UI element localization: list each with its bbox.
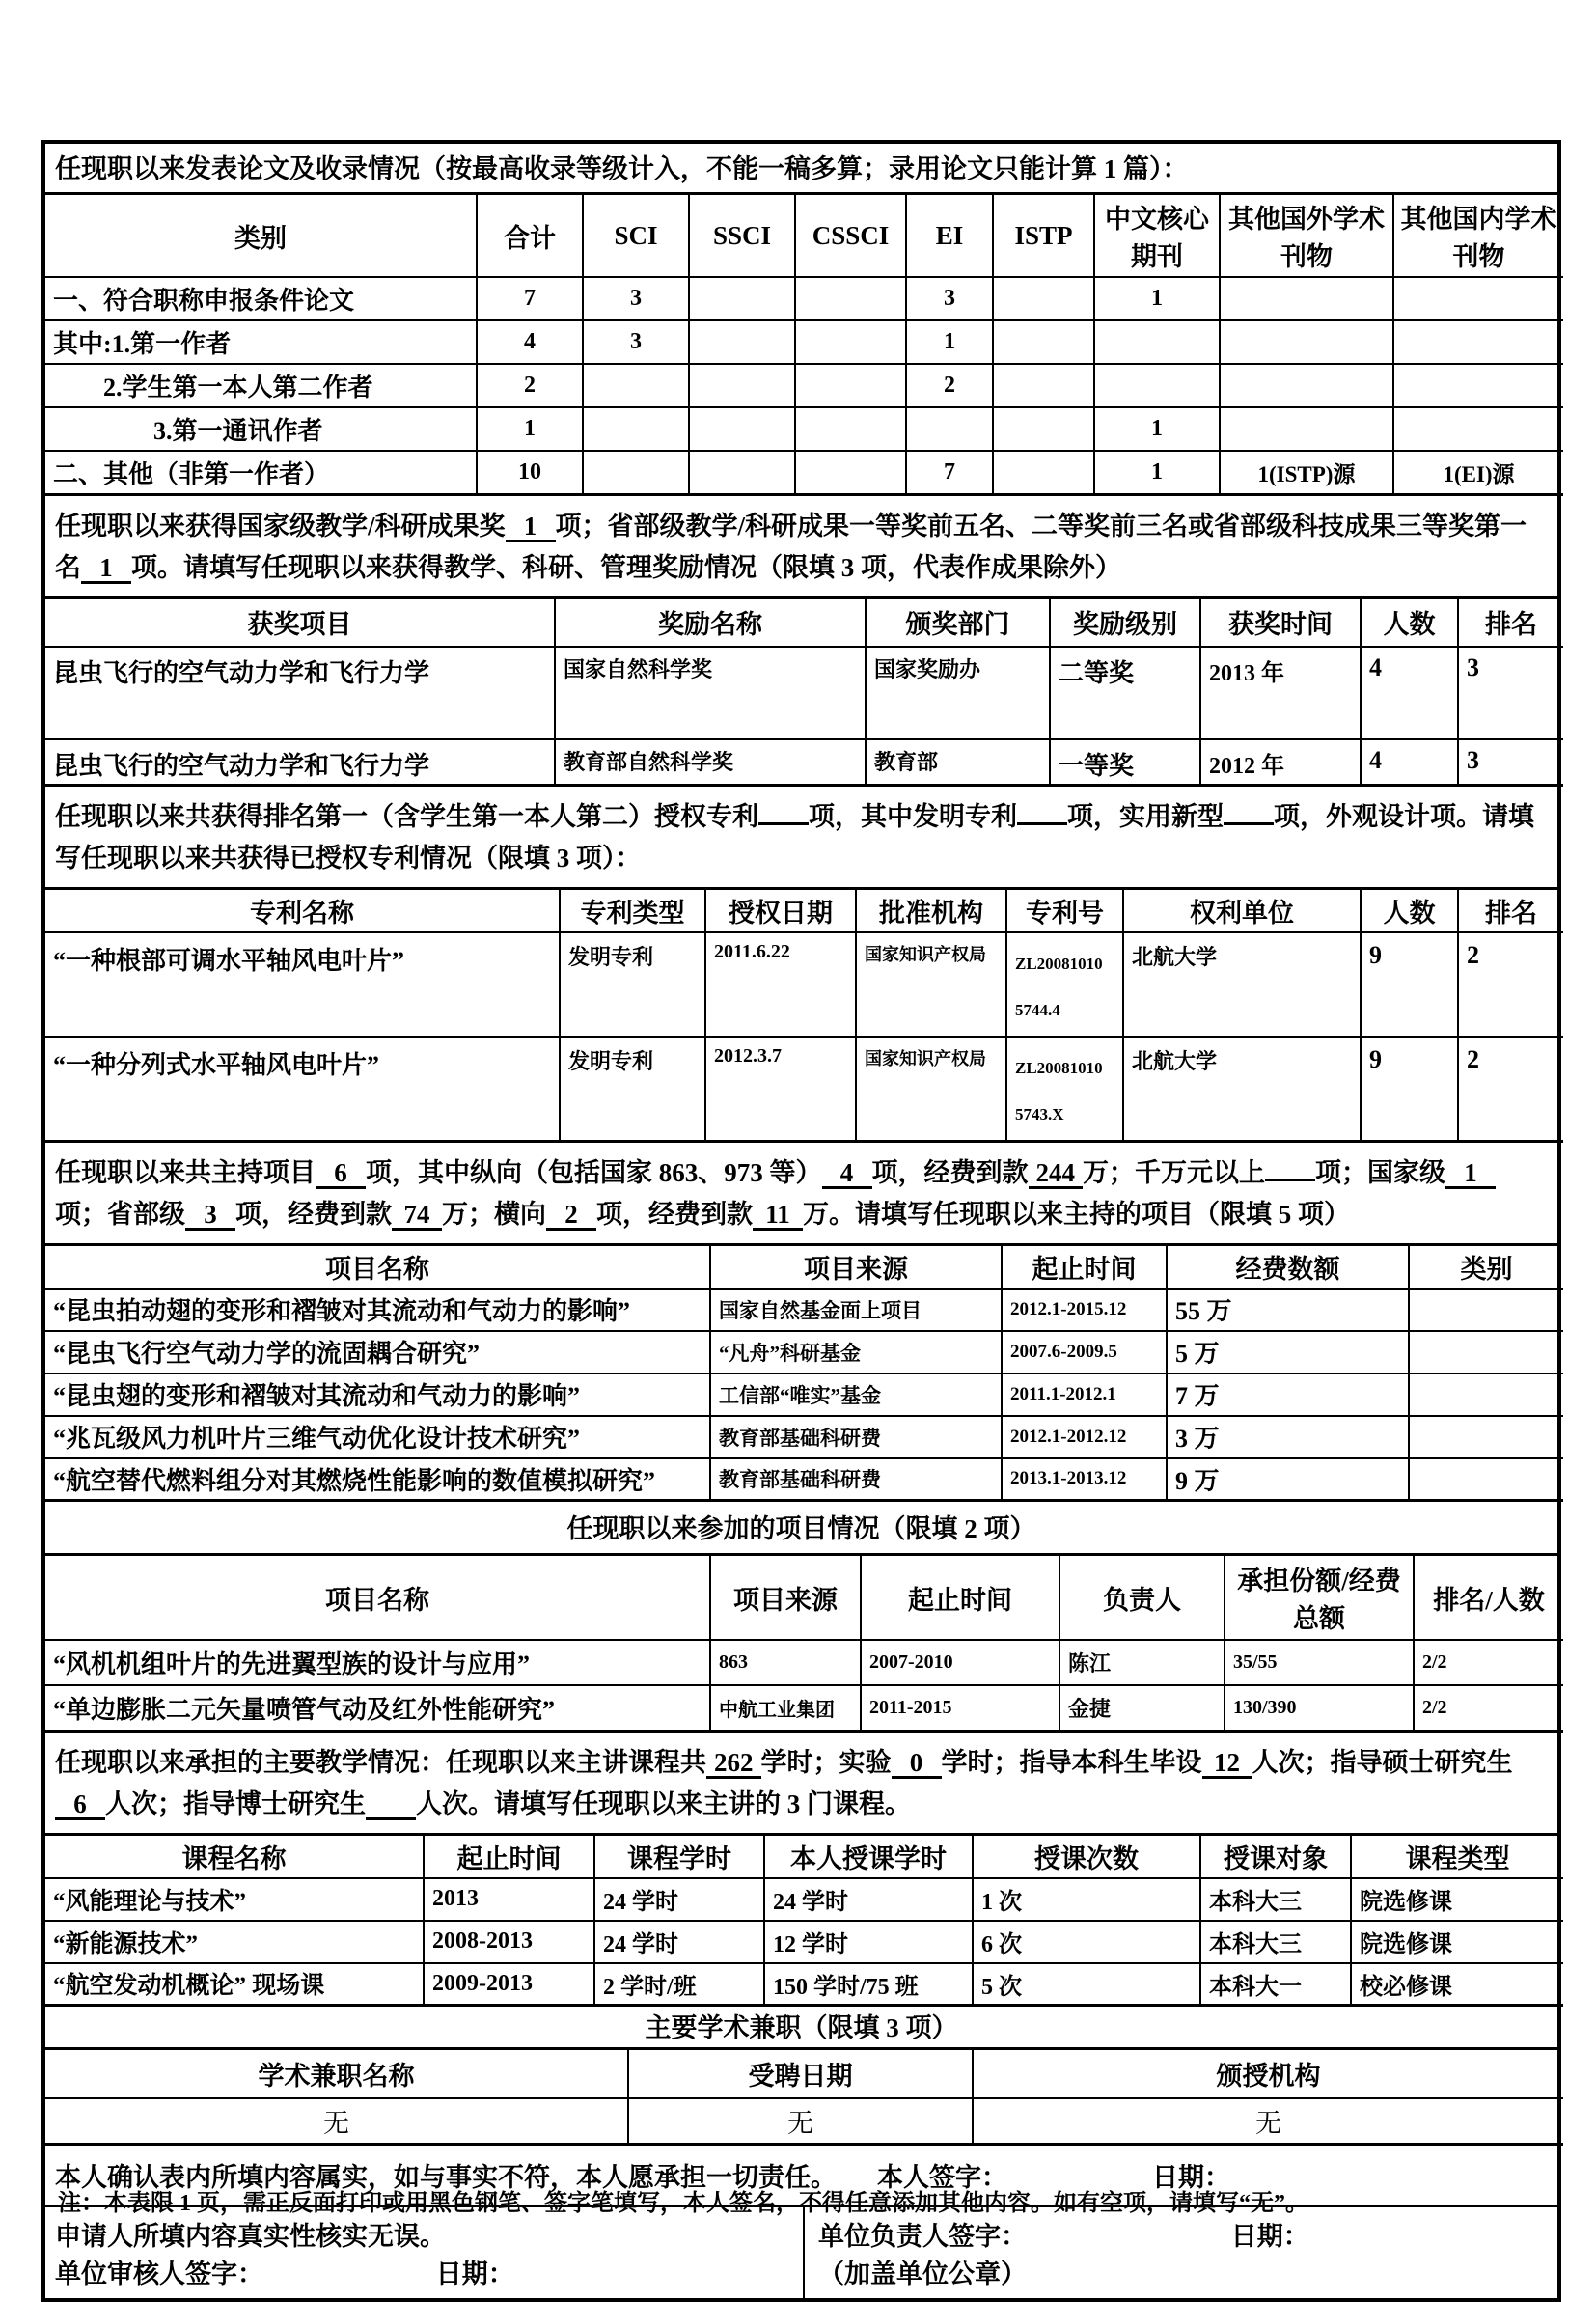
applicant-verified-statement: 申请人所填内容真实性核实无误。 bbox=[55, 2221, 446, 2251]
table-row bbox=[45, 647, 1563, 739]
table-cell: 2 学时/班 bbox=[594, 1963, 764, 2006]
column-header: 类别 bbox=[45, 195, 477, 277]
blank-field bbox=[1265, 1179, 1315, 1181]
column-header: 颁授机构 bbox=[973, 2050, 1563, 2098]
column-header: 批准机构 bbox=[856, 890, 1006, 932]
column-header: 起止时间 bbox=[424, 1836, 594, 1878]
text-segment: 项，实用新型 bbox=[1067, 801, 1224, 831]
blank-field: 4 bbox=[822, 1159, 872, 1189]
publications-section-title: 任现职以来发表论文及收录情况（按最高收录等级计入，不能一稿多算；录用论文只能计算 1 篇）： bbox=[45, 144, 1557, 195]
table-cell: 金捷 bbox=[1059, 1685, 1225, 1731]
table-row bbox=[45, 1963, 1563, 2006]
table-cell: 6 次 bbox=[973, 1921, 1200, 1963]
header-row bbox=[45, 890, 1563, 932]
text-segment: 项。请填写任现职以来获得教学、科研、管理奖励情况（限填 3 项，代表作成果除外） bbox=[131, 552, 1121, 582]
blank-field: 6 bbox=[316, 1159, 366, 1189]
table-cell: 二等奖 bbox=[1050, 647, 1200, 739]
table-cell bbox=[906, 407, 993, 451]
table-row bbox=[45, 1685, 1563, 1731]
table-cell: 9 万 bbox=[1167, 1458, 1409, 1501]
table-cell: “风能理论与技术” bbox=[45, 1878, 424, 1921]
text-segment: 任现职以来承担的主要教学情况：任现职以来主讲课程共 bbox=[55, 1747, 706, 1777]
table-cell: 教育部 bbox=[866, 739, 1050, 786]
table-cell: 1 次 bbox=[973, 1878, 1200, 1921]
table-cell: 北航大学 bbox=[1123, 932, 1361, 1037]
column-header: 排名 bbox=[1458, 599, 1563, 647]
table-cell: 教育部基础科研费 bbox=[710, 1416, 1002, 1458]
academic-posts-table bbox=[45, 2050, 1563, 2146]
blank-field bbox=[366, 1790, 416, 1820]
unit-head-signature-label: 单位负责人签字： bbox=[818, 2221, 1027, 2251]
table-row bbox=[45, 1373, 1563, 1416]
table-cell bbox=[993, 364, 1094, 407]
table-cell: 发明专利 bbox=[560, 1037, 705, 1142]
blank-field: 262 bbox=[706, 1749, 761, 1779]
teaching-stats-paragraph bbox=[45, 1733, 1557, 1836]
publications-table bbox=[45, 195, 1563, 496]
column-header: 项目名称 bbox=[45, 1246, 710, 1289]
table-row bbox=[45, 2098, 1563, 2144]
table-cell bbox=[689, 277, 795, 320]
awards-table bbox=[45, 599, 1563, 787]
table-cell: 2011.6.22 bbox=[705, 932, 856, 1037]
title-application-form bbox=[41, 140, 1561, 2302]
column-header: 其他国内学术刊物 bbox=[1393, 195, 1563, 277]
text-segment: 项，经费到款 bbox=[871, 1157, 1029, 1187]
table-cell: 2009-2013 bbox=[424, 1963, 594, 2006]
text-segment: 万；千万元以上 bbox=[1083, 1157, 1265, 1187]
column-header: 起止时间 bbox=[1002, 1246, 1167, 1289]
blank-field: 12 bbox=[1202, 1749, 1252, 1779]
table-cell: 国家自然基金面上项目 bbox=[710, 1289, 1002, 1331]
text-segment: 项，其中发明专利 bbox=[809, 801, 1017, 831]
table-cell bbox=[795, 407, 906, 451]
table-cell: 3.第一通讯作者 bbox=[45, 407, 477, 451]
column-header: 排名 bbox=[1458, 890, 1563, 932]
form-footnote: 注：本表限 1 页，需正反面打印或用黑色钢笔、签字笔填写，本人签名，不得任意添加其他内容。如有空项，请填写“无”。 bbox=[58, 2191, 1308, 2216]
table-cell: 陈江 bbox=[1059, 1640, 1225, 1685]
column-header: SSCI bbox=[689, 195, 795, 277]
table-cell: “新能源技术” bbox=[45, 1921, 424, 1963]
column-header: 专利号 bbox=[1006, 890, 1123, 932]
unit-reviewer-line bbox=[55, 2253, 803, 2290]
table-cell: 55 万 bbox=[1167, 1289, 1409, 1331]
table-cell: 一、符合职称申报条件论文 bbox=[45, 277, 477, 320]
table-cell: 863 bbox=[710, 1640, 861, 1685]
blank-field: 1 bbox=[506, 513, 556, 542]
table-cell bbox=[1220, 277, 1393, 320]
table-cell: 工信部“唯实”基金 bbox=[710, 1373, 1002, 1416]
table-cell bbox=[993, 407, 1094, 451]
table-row bbox=[45, 320, 1563, 364]
table-cell: “昆虫飞行空气动力学的流固耦合研究” bbox=[45, 1331, 710, 1373]
table-cell: 2012 年 bbox=[1200, 739, 1361, 786]
awards-stats-paragraph bbox=[45, 496, 1557, 599]
table-cell: 昆虫飞行的空气动力学和飞行力学 bbox=[45, 647, 555, 739]
table-cell bbox=[1409, 1458, 1563, 1501]
table-cell bbox=[583, 451, 689, 494]
text-segment: 项；省部级 bbox=[55, 1199, 185, 1229]
courses-table bbox=[45, 1836, 1563, 2008]
table-cell bbox=[1409, 1331, 1563, 1373]
column-header: 起止时间 bbox=[861, 1556, 1059, 1640]
blank-field: 74 bbox=[392, 1201, 442, 1231]
table-cell: 4 bbox=[1361, 647, 1458, 739]
text-segment: 万；横向 bbox=[442, 1199, 546, 1229]
unit-reviewer-signature-label: 单位审核人签字： bbox=[55, 2259, 263, 2288]
column-header: 人数 bbox=[1361, 890, 1458, 932]
header-row bbox=[45, 599, 1563, 647]
table-cell: 2 bbox=[1458, 932, 1563, 1037]
unit-head-date-label: 日期： bbox=[1230, 2221, 1309, 2251]
text-segment: 任现职以来共主持项目 bbox=[55, 1157, 316, 1187]
table-cell bbox=[1393, 277, 1563, 320]
table-cell bbox=[1094, 320, 1220, 364]
table-cell: 发明专利 bbox=[560, 932, 705, 1037]
table-cell: 2013 bbox=[424, 1878, 594, 1921]
table-cell: 校必修课 bbox=[1351, 1963, 1563, 2006]
column-header: 项目来源 bbox=[710, 1556, 861, 1640]
table-cell bbox=[795, 320, 906, 364]
table-cell bbox=[1393, 320, 1563, 364]
table-cell bbox=[993, 277, 1094, 320]
column-header: 课程学时 bbox=[594, 1836, 764, 1878]
column-header: SCI bbox=[583, 195, 689, 277]
confirmation-statement: 本人确认表内所填内容属实，如与事实不符，本人愿承担一切责任。 bbox=[55, 2162, 837, 2192]
table-cell bbox=[1409, 1373, 1563, 1416]
table-row bbox=[45, 1331, 1563, 1373]
unit-seal-note: （加盖单位公章） bbox=[818, 2259, 1027, 2288]
text-segment: 人次；指导博士研究生 bbox=[105, 1789, 366, 1818]
table-cell: “凡舟”科研基金 bbox=[710, 1331, 1002, 1373]
column-header: 获奖项目 bbox=[45, 599, 555, 647]
table-cell bbox=[1220, 320, 1393, 364]
table-cell: 10 bbox=[477, 451, 583, 494]
table-cell: 北航大学 bbox=[1123, 1037, 1361, 1142]
academic-posts-section-title: 主要学术兼职（限填 3 项） bbox=[45, 2007, 1557, 2050]
table-cell: 2013 年 bbox=[1200, 647, 1361, 739]
text-segment: 项；省部级教学/科研成果一等奖前五名、二等奖前三名或省部级科技成果三等奖第一名 bbox=[55, 511, 1527, 582]
column-header: 排名/人数 bbox=[1414, 1556, 1563, 1640]
table-cell: 中航工业集团 bbox=[710, 1685, 861, 1731]
table-cell: 2007-2010 bbox=[861, 1640, 1059, 1685]
table-cell: 3 bbox=[583, 277, 689, 320]
table-cell: 2012.3.7 bbox=[705, 1037, 856, 1142]
table-cell bbox=[1220, 364, 1393, 407]
table-cell: 3 bbox=[1458, 739, 1563, 786]
table-cell: 4 bbox=[477, 320, 583, 364]
table-cell: 2 bbox=[477, 364, 583, 407]
table-row bbox=[45, 1878, 1563, 1921]
text-segment: 任现职以来共获得排名第一（含学生第一本人第二）授权专利 bbox=[55, 801, 758, 831]
patents-stats-paragraph bbox=[45, 787, 1557, 890]
table-row bbox=[45, 1921, 1563, 1963]
table-cell: 150 学时/75 班 bbox=[764, 1963, 973, 2006]
table-cell: 二、其他（非第一作者） bbox=[45, 451, 477, 494]
participated-projects-table bbox=[45, 1556, 1563, 1733]
text-segment: 项，经费到款 bbox=[235, 1199, 392, 1229]
table-cell bbox=[1409, 1289, 1563, 1331]
table-cell: 7 bbox=[477, 277, 583, 320]
table-cell bbox=[993, 320, 1094, 364]
patents-table bbox=[45, 890, 1563, 1143]
column-header: 权利单位 bbox=[1123, 890, 1361, 932]
table-cell bbox=[689, 451, 795, 494]
table-cell: 24 学时 bbox=[594, 1921, 764, 1963]
table-cell: “一种根部可调水平轴风电叶片” bbox=[45, 932, 560, 1037]
blank-field: 2 bbox=[546, 1201, 596, 1231]
text-segment: 项，其中纵向（包括国家 863、973 等） bbox=[366, 1157, 822, 1187]
hosted-projects-table bbox=[45, 1246, 1563, 1503]
table-cell: “单边膨胀二元矢量喷管气动及红外性能研究” bbox=[45, 1685, 710, 1731]
table-row bbox=[45, 277, 1563, 320]
header-row bbox=[45, 1556, 1563, 1640]
blank-field: 244 bbox=[1029, 1159, 1084, 1189]
table-row bbox=[45, 1037, 1563, 1142]
table-cell: 院选修课 bbox=[1351, 1878, 1563, 1921]
table-cell: 无 bbox=[973, 2098, 1563, 2144]
table-cell bbox=[689, 320, 795, 364]
blank-field: 1 bbox=[1445, 1159, 1496, 1189]
column-header: CSSCI bbox=[795, 195, 906, 277]
table-row bbox=[45, 407, 1563, 451]
text-segment: 项，外观设计项。请填写任现职以来共获得已授权专利情况（限填 3 项）： bbox=[55, 801, 1534, 873]
blank-field bbox=[1224, 822, 1274, 825]
text-segment: 任现职以来获得国家级教学/科研成果奖 bbox=[55, 511, 506, 541]
table-cell: 24 学时 bbox=[764, 1878, 973, 1921]
text-segment: 学时；实验 bbox=[760, 1747, 892, 1777]
table-cell: 教育部基础科研费 bbox=[710, 1458, 1002, 1501]
text-segment: 学时；指导本科生毕设 bbox=[941, 1747, 1202, 1777]
column-header: 课程名称 bbox=[45, 1836, 424, 1878]
table-cell: “风机机组叶片的先进翼型族的设计与应用” bbox=[45, 1640, 710, 1685]
blank-field bbox=[1017, 822, 1067, 825]
table-cell: 9 bbox=[1361, 932, 1458, 1037]
table-cell: 1 bbox=[906, 320, 993, 364]
table-row bbox=[45, 1458, 1563, 1501]
header-row bbox=[45, 195, 1563, 277]
self-date-label: 日期： bbox=[1152, 2162, 1230, 2192]
table-cell: ZL20081010 5743.X bbox=[1006, 1037, 1123, 1142]
table-cell: 3 bbox=[583, 320, 689, 364]
table-cell: 1(EI)源 bbox=[1393, 451, 1563, 494]
text-segment: 万。请填写任现职以来主持的项目（限填 5 项） bbox=[803, 1199, 1350, 1229]
blank-field: 11 bbox=[753, 1201, 803, 1231]
table-cell: 2.学生第一本人第二作者 bbox=[45, 364, 477, 407]
table-cell: 无 bbox=[45, 2098, 628, 2144]
column-header: 专利名称 bbox=[45, 890, 560, 932]
column-header: 承担份额/经费总额 bbox=[1225, 1556, 1414, 1640]
column-header: 颁奖部门 bbox=[866, 599, 1050, 647]
table-cell: 9 bbox=[1361, 1037, 1458, 1142]
self-signature-label: 本人签字： bbox=[877, 2162, 1007, 2192]
table-cell: 2/2 bbox=[1414, 1685, 1563, 1731]
table-cell: 7 万 bbox=[1167, 1373, 1409, 1416]
table-cell: 1 bbox=[1094, 407, 1220, 451]
verification-right-cell bbox=[805, 2207, 1557, 2298]
verification-left-cell bbox=[45, 2207, 805, 2298]
column-header: 负责人 bbox=[1059, 1556, 1225, 1640]
table-cell: 2013.1-2013.12 bbox=[1002, 1458, 1167, 1501]
table-cell: 本科大一 bbox=[1200, 1963, 1351, 2006]
column-header: 授课次数 bbox=[973, 1836, 1200, 1878]
table-cell: 2/2 bbox=[1414, 1640, 1563, 1685]
table-cell: 1(ISTP)源 bbox=[1220, 451, 1393, 494]
table-row bbox=[45, 1289, 1563, 1331]
table-cell bbox=[1393, 407, 1563, 451]
table-cell: 1 bbox=[1094, 277, 1220, 320]
table-cell: “航空替代燃料组分对其燃烧性能影响的数值模拟研究” bbox=[45, 1458, 710, 1501]
table-cell: 2007.6-2009.5 bbox=[1002, 1331, 1167, 1373]
table-cell: 1 bbox=[1094, 451, 1220, 494]
column-header: 奖励级别 bbox=[1050, 599, 1200, 647]
column-header: 受聘日期 bbox=[628, 2050, 973, 2098]
table-cell: 国家知识产权局 bbox=[856, 932, 1006, 1037]
column-header: 授课对象 bbox=[1200, 1836, 1351, 1878]
table-cell: 一等奖 bbox=[1050, 739, 1200, 786]
blank-field: 1 bbox=[81, 554, 131, 584]
column-header: 中文核心期刊 bbox=[1094, 195, 1220, 277]
table-cell: 7 bbox=[906, 451, 993, 494]
table-cell: “昆虫翅的变形和褶皱对其流动和气动力的影响” bbox=[45, 1373, 710, 1416]
column-header: 人数 bbox=[1361, 599, 1458, 647]
text-segment: 项，经费到款 bbox=[596, 1199, 753, 1229]
text-segment: 人次；指导硕士研究生 bbox=[1252, 1747, 1513, 1777]
column-header: 学术兼职名称 bbox=[45, 2050, 628, 2098]
table-cell: 2 bbox=[1458, 1037, 1563, 1142]
table-cell: 2011.1-2012.1 bbox=[1002, 1373, 1167, 1416]
table-cell: 其中:1.第一作者 bbox=[45, 320, 477, 364]
table-cell: 2012.1-2012.12 bbox=[1002, 1416, 1167, 1458]
table-cell: 国家奖励办 bbox=[866, 647, 1050, 739]
column-header: 经费数额 bbox=[1167, 1246, 1409, 1289]
blank-field: 6 bbox=[55, 1790, 105, 1820]
table-cell: 教育部自然科学奖 bbox=[555, 739, 866, 786]
table-cell: “兆瓦级风力机叶片三维气动优化设计技术研究” bbox=[45, 1416, 710, 1458]
table-cell: 12 学时 bbox=[764, 1921, 973, 1963]
column-header: 类别 bbox=[1409, 1246, 1563, 1289]
table-cell bbox=[1220, 407, 1393, 451]
table-cell: “航空发动机概论” 现场课 bbox=[45, 1963, 424, 2006]
blank-field: 3 bbox=[185, 1201, 235, 1231]
table-cell: 本科大三 bbox=[1200, 1878, 1351, 1921]
unit-reviewer-date-label: 日期： bbox=[435, 2259, 514, 2288]
table-cell bbox=[689, 364, 795, 407]
header-row bbox=[45, 1246, 1563, 1289]
column-header: 获奖时间 bbox=[1200, 599, 1361, 647]
table-cell: 无 bbox=[628, 2098, 973, 2144]
table-cell: 院选修课 bbox=[1351, 1921, 1563, 1963]
table-cell bbox=[795, 451, 906, 494]
table-cell bbox=[1409, 1416, 1563, 1458]
table-cell: 24 学时 bbox=[594, 1878, 764, 1921]
table-cell: 3 bbox=[906, 277, 993, 320]
table-cell: 本科大三 bbox=[1200, 1921, 1351, 1963]
table-cell: 2011-2015 bbox=[861, 1685, 1059, 1731]
text-segment: 人次。请填写任现职以来主讲的 3 门课程。 bbox=[416, 1789, 911, 1818]
table-cell: 2 bbox=[906, 364, 993, 407]
unit-head-line bbox=[818, 2215, 1557, 2253]
table-cell bbox=[583, 364, 689, 407]
table-cell: 2008-2013 bbox=[424, 1921, 594, 1963]
table-cell: 3 万 bbox=[1167, 1416, 1409, 1458]
column-header: EI bbox=[906, 195, 993, 277]
header-row bbox=[45, 1836, 1563, 1878]
table-cell: “昆虫拍动翅的变形和褶皱对其流动和气动力的影响” bbox=[45, 1289, 710, 1331]
hosted-projects-stats-paragraph bbox=[45, 1143, 1557, 1246]
column-header: 其他国外学术刊物 bbox=[1220, 195, 1393, 277]
column-header: ISTP bbox=[993, 195, 1094, 277]
text-segment: 项；国家级 bbox=[1315, 1157, 1445, 1187]
table-row bbox=[45, 1640, 1563, 1685]
table-cell bbox=[689, 407, 795, 451]
column-header: 合计 bbox=[477, 195, 583, 277]
table-row bbox=[45, 364, 1563, 407]
blank-field bbox=[758, 822, 809, 825]
table-cell: 130/390 bbox=[1225, 1685, 1414, 1731]
table-cell: “一种分列式水平轴风电叶片” bbox=[45, 1037, 560, 1142]
table-cell bbox=[1094, 364, 1220, 407]
table-cell bbox=[795, 364, 906, 407]
table-cell: 1 bbox=[477, 407, 583, 451]
column-header: 本人授课学时 bbox=[764, 1836, 973, 1878]
table-cell: 35/55 bbox=[1225, 1640, 1414, 1685]
table-cell: 3 bbox=[1458, 647, 1563, 739]
participated-section-title: 任现职以来参加的项目情况（限填 2 项） bbox=[45, 1502, 1557, 1556]
table-cell: 4 bbox=[1361, 739, 1458, 786]
column-header: 项目名称 bbox=[45, 1556, 710, 1640]
table-cell bbox=[583, 407, 689, 451]
table-cell: 5 次 bbox=[973, 1963, 1200, 2006]
table-row bbox=[45, 932, 1563, 1037]
table-cell: 5 万 bbox=[1167, 1331, 1409, 1373]
unit-verification-row bbox=[45, 2207, 1557, 2298]
column-header: 奖励名称 bbox=[555, 599, 866, 647]
table-row bbox=[45, 739, 1563, 786]
table-cell: 国家自然科学奖 bbox=[555, 647, 866, 739]
table-cell: ZL20081010 5744.4 bbox=[1006, 932, 1123, 1037]
table-cell bbox=[795, 277, 906, 320]
table-cell: 国家知识产权局 bbox=[856, 1037, 1006, 1142]
header-row bbox=[45, 2050, 1563, 2098]
table-cell: 2012.1-2015.12 bbox=[1002, 1289, 1167, 1331]
column-header: 项目来源 bbox=[710, 1246, 1002, 1289]
column-header: 专利类型 bbox=[560, 890, 705, 932]
column-header: 授权日期 bbox=[705, 890, 856, 932]
column-header: 课程类型 bbox=[1351, 1836, 1563, 1878]
table-row bbox=[45, 451, 1563, 494]
table-cell bbox=[1393, 364, 1563, 407]
table-row bbox=[45, 1416, 1563, 1458]
table-cell: 昆虫飞行的空气动力学和飞行力学 bbox=[45, 739, 555, 786]
table-cell bbox=[993, 451, 1094, 494]
blank-field: 0 bbox=[892, 1749, 942, 1779]
